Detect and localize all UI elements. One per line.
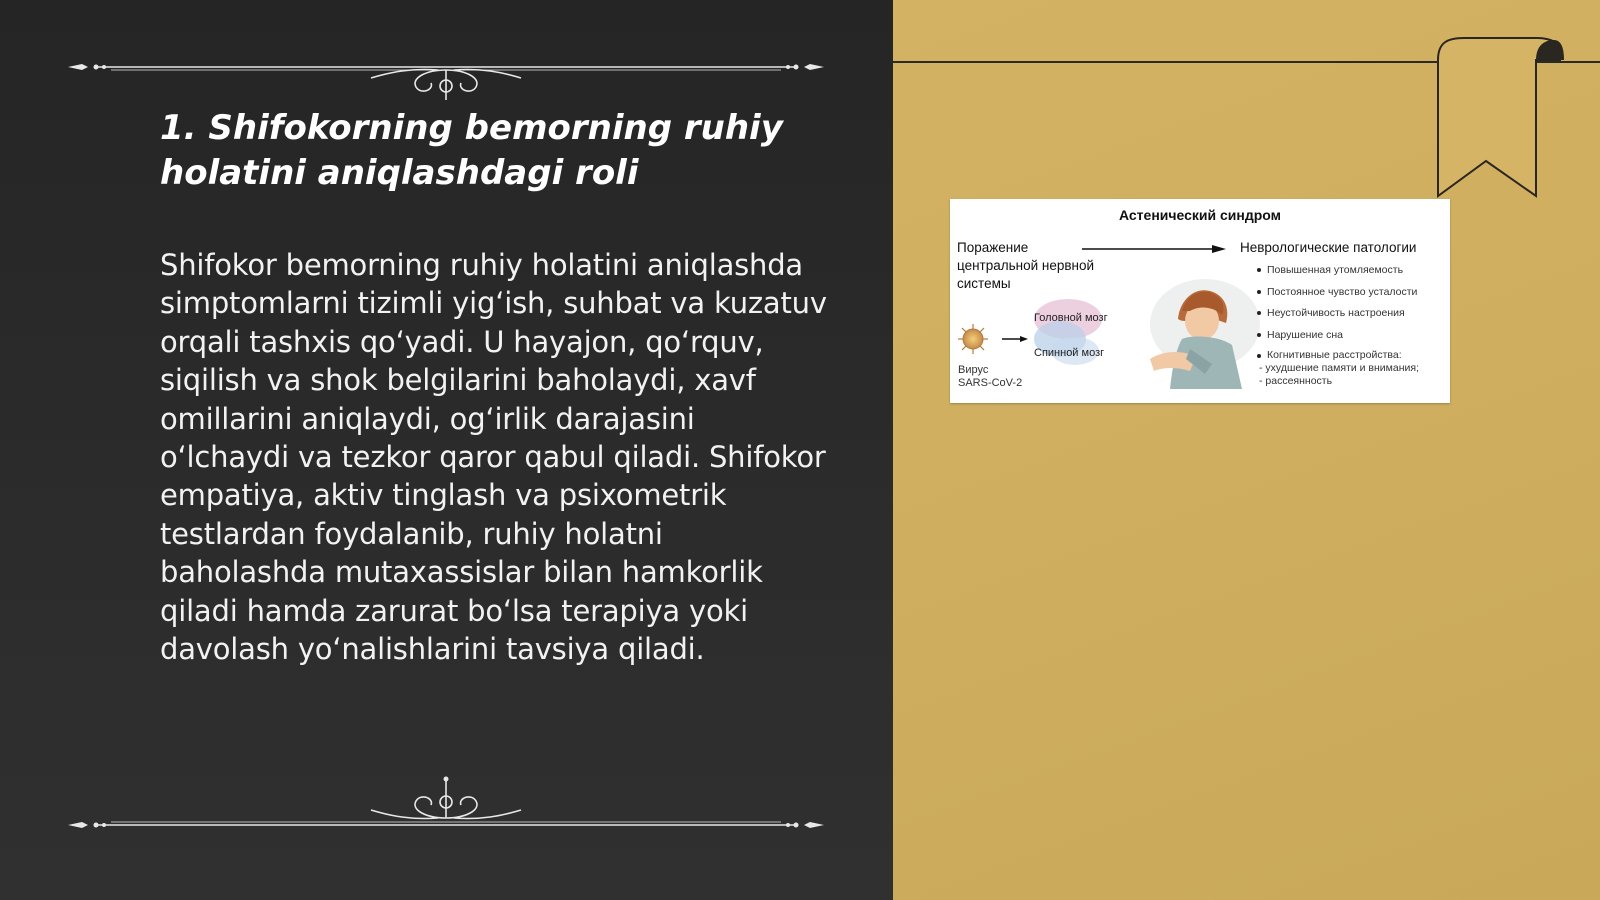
asthenic-syndrome-figure: [950, 199, 1450, 403]
sub-list-item: - ухудшение памяти и внимания;: [1259, 362, 1419, 374]
slide-body-text: Shifokor bemorning ruhiy holatini aniqlashda simptomlarni tizimli yig‘ish, suhbat va kuzatuv orqali tashxis qo‘yadi. U hayajon, qo‘rquv, siqilish va shok belgilarini baholaydi, xavf omillarini aniqlaydi, og‘irlik darajasini o‘lchaydi va tezkor qaror qabul qiladi. Shifokor empatiya, aktiv tinglash va psixometrik testlardan foydalanib, ruhiy holatni baholashda mutaxassislar bilan hamkorlik qiladi hamda zarurat bo‘lsa terapiya yoki davolash yo‘nalishlarini tavsiya qiladi.: [160, 248, 827, 667]
list-item-label: Когнитивные расстройства:: [1267, 349, 1402, 361]
list-item: Постоянное чувство усталости: [1255, 285, 1450, 307]
list-item: Нарушение сна: [1255, 328, 1450, 350]
brain-label: Головной мозг: [1034, 312, 1108, 324]
virus-label-line: Вирус: [958, 364, 989, 376]
sub-list-item: - рассеянность: [1259, 375, 1333, 387]
virus-label-line: SARS-CoV-2: [958, 377, 1023, 389]
bookmark-ribbon-icon: [1434, 36, 1564, 198]
flourish-divider-icon: [66, 40, 826, 100]
list-item: Неустойчивость настроения: [1255, 306, 1450, 328]
flourish-divider-icon: [66, 770, 826, 830]
list-item: Повышенная утомляемость: [1255, 263, 1450, 285]
list-item-cognitive: [1255, 349, 1450, 388]
tired-person-icon: [1150, 279, 1260, 389]
spinal-cord-label: Спинной мозг: [1034, 347, 1105, 359]
virus-icon: [958, 324, 988, 354]
cns-damage-label: Поражение центральной нервной системы: [957, 240, 1095, 291]
symptom-list: [1255, 263, 1450, 388]
virus-label: [958, 364, 1022, 390]
figure-title: Астенический синдром: [1118, 207, 1282, 223]
neuro-pathology-label: Неврологические патологии: [1240, 240, 1417, 255]
slide-title: 1. Shifokorning bemorning ruhiy holatini aniqlashdagi roli: [160, 108, 783, 193]
